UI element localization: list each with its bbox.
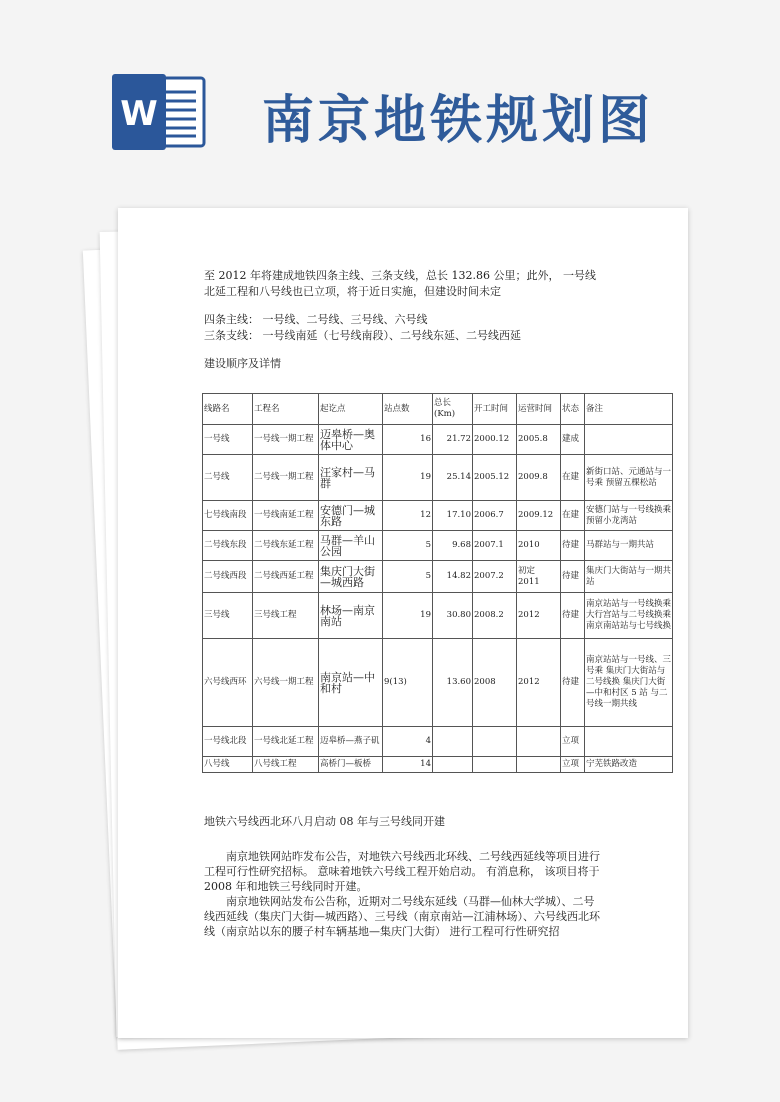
cell-stations: 5	[383, 531, 433, 561]
table-row	[203, 501, 673, 531]
col-header: 状态	[561, 394, 585, 425]
cell-start: 2007.2	[473, 561, 517, 593]
col-header: 运营时间	[517, 394, 561, 425]
cell-stations: 5	[383, 561, 433, 593]
cell-stations: 12	[383, 501, 433, 531]
table-row	[203, 561, 673, 593]
col-header: 站点数	[383, 394, 433, 425]
cell-ends: 马群—羊山公园	[319, 531, 383, 561]
cell-status: 待建	[561, 593, 585, 639]
cell-ends: 集庆门大街—城西路	[319, 561, 383, 593]
cell-open: 2012	[517, 593, 561, 639]
cell-length: 21.72	[433, 425, 473, 455]
news-paragraph: 南京地铁网站发布公告称，近期对二号线东延线（马群—仙林大学城）、二号线西延线（集庆门大街—城西路）、三号线（南京南站—江浦林场）、六号线西北环线（南京站以东的腰子村车辆基地—集庆门大街） 进行工程可行性研究招	[204, 895, 600, 938]
cell-line: 八号线	[203, 757, 253, 773]
cell-open	[517, 757, 561, 773]
cell-status: 立项	[561, 757, 585, 773]
cell-project: 一号线一期工程	[253, 425, 319, 455]
cell-start: 2006.7	[473, 501, 517, 531]
cell-line: 二号线西段	[203, 561, 253, 593]
cell-length: 9.68	[433, 531, 473, 561]
cell-length: 25.14	[433, 455, 473, 501]
cell-open: 2012	[517, 639, 561, 727]
cell-project: 二号线一期工程	[253, 455, 319, 501]
cell-note: 安德门站与一号线换乘 预留小龙湾站	[585, 501, 673, 531]
cell-open: 2010	[517, 531, 561, 561]
cell-open: 初定 2011	[517, 561, 561, 593]
cell-ends: 林场—南京南站	[319, 593, 383, 639]
cell-open: 2009.12	[517, 501, 561, 531]
cell-length: 13.60	[433, 639, 473, 727]
table-row	[203, 531, 673, 561]
news-title: 地铁六号线西北环八月启动 08 年与三号线同开建	[204, 815, 445, 828]
cell-stations: 19	[383, 455, 433, 501]
word-icon	[110, 72, 208, 152]
cell-line: 二号线	[203, 455, 253, 501]
cell-line: 七号线南段	[203, 501, 253, 531]
cell-note	[585, 425, 673, 455]
cell-start: 2000.12	[473, 425, 517, 455]
col-header: 总长 (Km)	[433, 394, 473, 425]
page-title: 南京地铁规划图	[262, 91, 655, 151]
cell-project: 三号线工程	[253, 593, 319, 639]
cell-stations: 14	[383, 757, 433, 773]
cell-ends: 迈皋桥—燕子矶	[319, 727, 383, 757]
cell-start: 2008.2	[473, 593, 517, 639]
cell-ends: 高桥门—板桥	[319, 757, 383, 773]
cell-length	[433, 727, 473, 757]
cell-start: 2007.1	[473, 531, 517, 561]
table-row	[203, 455, 673, 501]
cell-status: 立项	[561, 727, 585, 757]
cell-start: 2008	[473, 639, 517, 727]
cell-line: 一号线	[203, 425, 253, 455]
intro-paragraph: 至 2012 年将建成地铁四条主线、三条支线，总长 132.86 公里；此外， 一号线北延工程和八号线也已立项，将于近日实施，但建设时间未定	[204, 269, 596, 298]
cell-project: 二号线西延工程	[253, 561, 319, 593]
cell-note: 马群站与一期共站	[585, 531, 673, 561]
branch-lines: 三条支线： 一号线南延（七号线南段）、二号线东延、二号线西延	[204, 329, 521, 342]
cell-project: 一号线北延工程	[253, 727, 319, 757]
cell-note: 宁芜铁路改造	[585, 757, 673, 773]
cell-ends: 迈皋桥—奥体中心	[319, 425, 383, 455]
cell-ends: 汪家村—马群	[319, 455, 383, 501]
cell-stations: 4	[383, 727, 433, 757]
svg-text:W: W	[120, 94, 158, 134]
col-header: 起讫点	[319, 394, 383, 425]
table-header-row	[203, 394, 673, 425]
cell-note	[585, 727, 673, 757]
col-header: 线路名	[203, 394, 253, 425]
cell-line: 三号线	[203, 593, 253, 639]
document-body	[204, 268, 604, 372]
cell-line: 二号线东段	[203, 531, 253, 561]
cell-stations: 16	[383, 425, 433, 455]
cell-stations: 9(13)	[383, 639, 433, 727]
cell-start: 2005.12	[473, 455, 517, 501]
construction-table	[202, 393, 673, 773]
table-row	[203, 425, 673, 455]
col-header: 开工时间	[473, 394, 517, 425]
news-paragraph: 南京地铁网站昨发布公告，对地铁六号线西北环线、二号线西延线等项目进行工程可行性研究招标。 意味着地铁六号线工程开始启动。 有消息称， 该项目将于 2008 年和地铁三号线同时开建。	[204, 850, 600, 893]
col-header: 工程名	[253, 394, 319, 425]
cell-ends: 安德门—城东路	[319, 501, 383, 531]
section-title: 建设顺序及详情	[204, 357, 281, 370]
table-row	[203, 727, 673, 757]
cell-status: 待建	[561, 561, 585, 593]
cell-note: 集庆门大街站与一期共站	[585, 561, 673, 593]
cell-ends: 南京站—中和村	[319, 639, 383, 727]
cell-note: 新街口站、元通站与一号乘 预留五棵松站	[585, 455, 673, 501]
cell-open	[517, 727, 561, 757]
news-section	[204, 814, 604, 939]
table-row	[203, 593, 673, 639]
cell-length	[433, 757, 473, 773]
document-page	[118, 208, 688, 1038]
table-row	[203, 757, 673, 773]
cell-project: 八号线工程	[253, 757, 319, 773]
cell-open: 2005.8	[517, 425, 561, 455]
cell-status: 在建	[561, 455, 585, 501]
cell-status: 在建	[561, 501, 585, 531]
table-row	[203, 639, 673, 727]
header	[0, 0, 780, 190]
cell-status: 待建	[561, 639, 585, 727]
cell-line: 六号线西环	[203, 639, 253, 727]
cell-status: 待建	[561, 531, 585, 561]
cell-note: 南京站站与一号线、三号乘 集庆门大街站与二号线换 集庆门大街—中和村区 5 站 与二号线一期共线	[585, 639, 673, 727]
cell-length: 14.82	[433, 561, 473, 593]
cell-status: 建成	[561, 425, 585, 455]
cell-note: 南京站站与一号线换乘 大行宫站与二号线换乘 南京南站站与七号线换	[585, 593, 673, 639]
cell-project: 一号线南延工程	[253, 501, 319, 531]
cell-open: 2009.8	[517, 455, 561, 501]
cell-length: 17.10	[433, 501, 473, 531]
cell-project: 二号线东延工程	[253, 531, 319, 561]
cell-start	[473, 727, 517, 757]
cell-project: 六号线一期工程	[253, 639, 319, 727]
cell-stations: 19	[383, 593, 433, 639]
cell-length: 30.80	[433, 593, 473, 639]
cell-start	[473, 757, 517, 773]
cell-line: 一号线北段	[203, 727, 253, 757]
col-header: 备注	[585, 394, 673, 425]
main-lines: 四条主线： 一号线、二号线、三号线、六号线	[204, 313, 428, 326]
